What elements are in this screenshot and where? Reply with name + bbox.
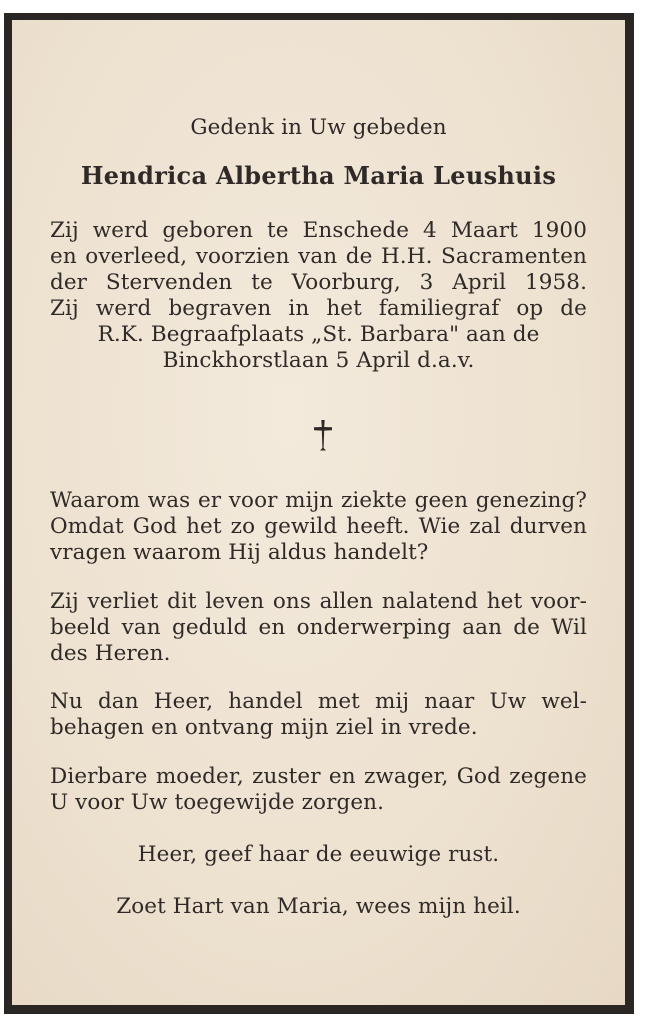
closing-prayer: Zoet Hart van Maria, wees mijn heil.: [116, 894, 521, 919]
prayer-line: U voor Uw toegewijde zorgen.: [50, 790, 385, 815]
biography-line: Zij werd geboren te Enschede 4 Maart 1900: [50, 218, 587, 243]
prayer-line: beeld van geduld en onderwerping aan de Wil: [50, 615, 587, 640]
prayer-line: behagen en ontvang mijn ziel in vrede.: [50, 715, 478, 740]
memorial-card: [4, 13, 634, 1014]
card-header: Gedenk in Uw gebeden: [190, 115, 447, 140]
biography-line: en overleed, voorzien van de H.H. Sacramenten: [50, 244, 587, 269]
prayer-line: Omdat God het zo gewild heeft. Wie zal durven: [50, 514, 587, 539]
closing-prayer: Heer, geef haar de eeuwige rust.: [137, 842, 500, 867]
biography-line: R.K. Begraafplaats „St. Barbara" aan de: [97, 322, 540, 347]
prayer-line: Nu dan Heer, handel met mij naar Uw wel-: [50, 689, 587, 714]
biography-line: der Stervenden te Voorburg, 3 April 1958.: [50, 270, 587, 295]
cross-icon: [311, 418, 335, 452]
prayer-line: vragen waarom Hij aldus handelt?: [50, 540, 429, 565]
prayer-line: des Heren.: [50, 641, 171, 666]
prayer-line: Waarom was er voor mijn ziekte geen genezing?: [50, 488, 587, 513]
biography-line: Binckhorstlaan 5 April d.a.v.: [162, 348, 475, 373]
deceased-name: Hendrica Albertha Maria Leushuis: [80, 161, 557, 190]
prayer-line: Zij verliet dit leven ons allen nalatend het voor-: [50, 589, 587, 614]
biography-line: Zij werd begraven in het familiegraf op de: [50, 296, 587, 321]
prayer-line: Dierbare moeder, zuster en zwager, God zegene: [50, 764, 587, 789]
